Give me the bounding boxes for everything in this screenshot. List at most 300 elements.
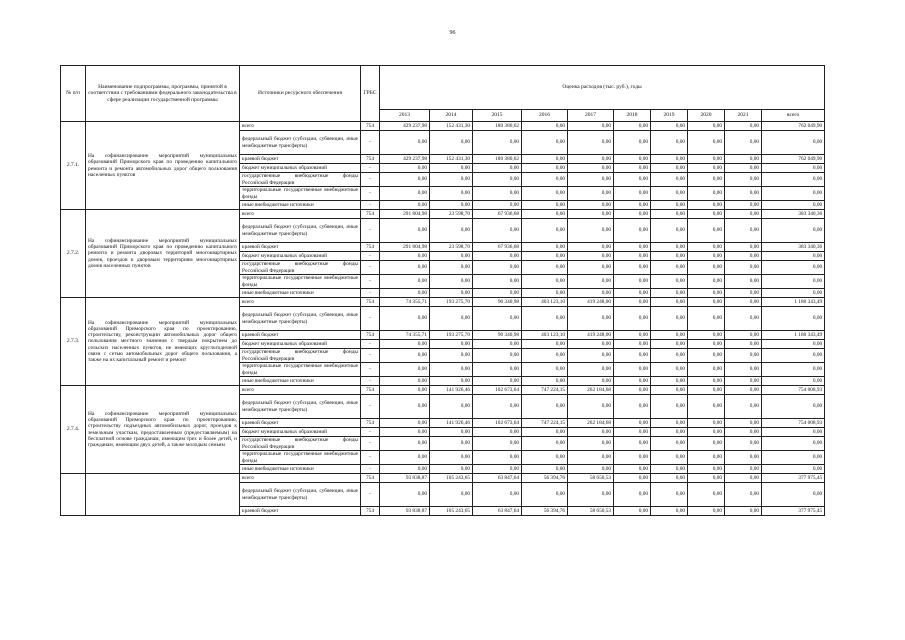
year-value: 0,00	[614, 377, 651, 386]
year-value: 0,00	[614, 261, 651, 275]
year-value: 102 673,64	[473, 386, 522, 395]
year-value: 0,00	[725, 474, 762, 483]
section-code: 2.7.1.	[61, 122, 86, 210]
year-value: 0,00	[688, 377, 725, 386]
year-value: 0,00	[522, 275, 568, 289]
year-value: 0,00	[688, 331, 725, 340]
year-value: 0,00	[651, 122, 688, 131]
year-value: 0,00	[614, 289, 651, 298]
expense-table-body	[61, 122, 825, 516]
total-value: 754 008,93	[762, 386, 825, 395]
funding-source: иные внебюджетные источники	[240, 377, 361, 386]
year-value: 180 380,62	[473, 155, 522, 164]
header-number: № п/п	[61, 66, 86, 122]
total-value: 0,00	[762, 289, 825, 298]
year-value: 63 847,64	[473, 474, 522, 483]
year-value: 0,00	[688, 298, 725, 307]
year-value: 0,00	[473, 437, 522, 451]
year-value: 0,00	[473, 187, 522, 201]
year-value: 105 243,65	[430, 474, 473, 483]
year-value: 23 598,70	[430, 243, 473, 252]
year-value: 0,00	[651, 474, 688, 483]
year-header-3: 2016	[522, 110, 568, 122]
year-value: 0,00	[651, 483, 688, 507]
year-value: 0,00	[473, 261, 522, 275]
year-value: 0,00	[522, 155, 568, 164]
year-value: 0,00	[522, 363, 568, 377]
year-value: 0,00	[725, 437, 762, 451]
year-value: 0,00	[568, 210, 614, 219]
funding-source: всего	[240, 474, 361, 483]
year-value: 0,00	[651, 275, 688, 289]
year-value: 0,00	[651, 201, 688, 210]
funding-source: краевой бюджет	[240, 243, 361, 252]
year-value: 0,00	[688, 465, 725, 474]
year-value: 0,00	[651, 289, 688, 298]
year-value: 0,00	[651, 377, 688, 386]
funding-source: иные внебюджетные источники	[240, 465, 361, 474]
year-value: 63 847,64	[473, 507, 522, 516]
year-value: 0,00	[473, 252, 522, 261]
year-value: 0,00	[651, 386, 688, 395]
year-value: 0,00	[380, 187, 430, 201]
year-value: 0,00	[614, 243, 651, 252]
grbs-code: -	[361, 428, 380, 437]
year-value: 0,00	[380, 349, 430, 363]
funding-source: федеральный бюджет (субсидии, субвенции, иные межбюджетные трансферты)	[240, 483, 361, 507]
year-value: 0,00	[568, 307, 614, 331]
year-value: 74 355,71	[380, 331, 430, 340]
year-value: 0,00	[522, 428, 568, 437]
grbs-code: -	[361, 201, 380, 210]
year-value: 0,00	[614, 386, 651, 395]
header-grbs: ГРБС	[361, 66, 380, 122]
year-value: 0,00	[568, 451, 614, 465]
year-value: 0,00	[522, 465, 568, 474]
year-value: 0,00	[380, 131, 430, 155]
total-value: 0,00	[762, 428, 825, 437]
total-value: 762 049,90	[762, 155, 825, 164]
funding-source: иные внебюджетные источники	[240, 201, 361, 210]
grbs-code: -	[361, 377, 380, 386]
year-value: 0,00	[651, 131, 688, 155]
grbs-code: -	[361, 395, 380, 419]
year-value: 0,00	[522, 187, 568, 201]
year-header-2: 2015	[473, 110, 522, 122]
year-value: 0,00	[688, 507, 725, 516]
total-value: 0,00	[762, 395, 825, 419]
grbs-code: -	[361, 252, 380, 261]
year-value: 193 275,70	[430, 298, 473, 307]
year-value: 0,00	[614, 155, 651, 164]
year-value: 0,00	[614, 307, 651, 331]
year-value: 74 355,71	[380, 298, 430, 307]
year-value: 0,00	[725, 131, 762, 155]
funding-source: краевой бюджет	[240, 507, 361, 516]
total-value: 0,00	[762, 131, 825, 155]
year-value: 0,00	[522, 395, 568, 419]
grbs-code: 754	[361, 122, 380, 131]
grbs-code: -	[361, 465, 380, 474]
section-code	[61, 474, 86, 516]
year-value: 0,00	[725, 155, 762, 164]
year-value: 0,00	[688, 164, 725, 173]
total-value: 383 340,36	[762, 210, 825, 219]
table-row	[61, 474, 825, 483]
year-value: 0,00	[430, 340, 473, 349]
year-value: 0,00	[473, 451, 522, 465]
year-value: 0,00	[614, 363, 651, 377]
year-value: 419 248,00	[568, 331, 614, 340]
funding-source: всего	[240, 298, 361, 307]
year-value: 0,00	[430, 483, 473, 507]
year-value: 0,00	[651, 428, 688, 437]
year-value: 0,00	[651, 261, 688, 275]
year-value: 0,00	[651, 331, 688, 340]
total-value: 0,00	[762, 451, 825, 465]
total-value: 0,00	[762, 307, 825, 331]
year-value: 0,00	[614, 428, 651, 437]
year-value: 0,00	[614, 219, 651, 243]
year-value: 0,00	[522, 340, 568, 349]
year-value: 180 380,62	[473, 122, 522, 131]
year-value: 0,00	[688, 428, 725, 437]
funding-source: краевой бюджет	[240, 331, 361, 340]
year-value: 0,00	[688, 252, 725, 261]
grbs-code: -	[361, 363, 380, 377]
year-value: 0,00	[651, 437, 688, 451]
year-value: 0,00	[430, 377, 473, 386]
year-value: 291 804,98	[380, 243, 430, 252]
year-value: 0,00	[651, 252, 688, 261]
year-value: 58 650,53	[568, 474, 614, 483]
year-value: 0,00	[688, 275, 725, 289]
year-value: 0,00	[522, 349, 568, 363]
year-value: 0,00	[725, 164, 762, 173]
grbs-code: -	[361, 340, 380, 349]
funding-source: краевой бюджет	[240, 155, 361, 164]
total-value: 762 049,90	[762, 122, 825, 131]
year-value: 0,00	[380, 219, 430, 243]
year-value: 0,00	[430, 219, 473, 243]
year-value: 0,00	[522, 210, 568, 219]
year-value: 429 237,98	[380, 122, 430, 131]
year-value: 0,00	[725, 122, 762, 131]
year-value: 0,00	[725, 289, 762, 298]
year-value: 0,00	[568, 289, 614, 298]
year-value: 0,00	[688, 122, 725, 131]
grbs-code: 754	[361, 298, 380, 307]
year-value: 0,00	[725, 187, 762, 201]
year-value: 0,00	[568, 164, 614, 173]
year-value: 0,00	[614, 331, 651, 340]
year-value: 403 123,10	[522, 298, 568, 307]
year-value: 0,00	[688, 395, 725, 419]
year-value: 0,00	[725, 201, 762, 210]
year-value: 0,00	[688, 131, 725, 155]
year-value: 0,00	[614, 483, 651, 507]
year-value: 0,00	[725, 465, 762, 474]
year-value: 0,00	[651, 298, 688, 307]
year-value: 102 673,64	[473, 419, 522, 428]
total-value: 0,00	[762, 219, 825, 243]
expense-table	[60, 65, 825, 516]
total-value: 0,00	[762, 261, 825, 275]
year-value: 0,00	[614, 419, 651, 428]
year-value: 193 275,70	[430, 331, 473, 340]
total-value: 0,00	[762, 187, 825, 201]
year-value: 0,00	[430, 363, 473, 377]
year-value: 0,00	[614, 122, 651, 131]
year-value: 0,00	[522, 307, 568, 331]
year-value: 0,00	[725, 507, 762, 516]
funding-source: федеральный бюджет (субсидии, субвенции, иные межбюджетные трансферты)	[240, 219, 361, 243]
year-value: 0,00	[651, 451, 688, 465]
year-value: 0,00	[725, 363, 762, 377]
year-value: 291 804,98	[380, 210, 430, 219]
year-value: 0,00	[688, 363, 725, 377]
funding-source: территориальные государственные внебюджетные фонды	[240, 363, 361, 377]
year-value: 0,00	[430, 201, 473, 210]
year-value: 0,00	[614, 201, 651, 210]
year-value: 0,00	[430, 349, 473, 363]
grbs-code: -	[361, 437, 380, 451]
year-value: 0,00	[380, 419, 430, 428]
year-value: 0,00	[380, 289, 430, 298]
year-value: 0,00	[688, 474, 725, 483]
grbs-code: 754	[361, 474, 380, 483]
year-value: 0,00	[568, 187, 614, 201]
grbs-code: -	[361, 187, 380, 201]
year-value: 0,00	[651, 210, 688, 219]
year-value: 0,00	[380, 395, 430, 419]
grbs-code: -	[361, 451, 380, 465]
year-value: 90 340,98	[473, 331, 522, 340]
total-value: 0,00	[762, 340, 825, 349]
total-value: 1 180 343,49	[762, 298, 825, 307]
year-value: 0,00	[614, 465, 651, 474]
total-value: 0,00	[762, 363, 825, 377]
year-value: 0,00	[688, 451, 725, 465]
grbs-code: -	[361, 261, 380, 275]
section-code: 2.7.4.	[61, 386, 86, 474]
year-value: 0,00	[725, 340, 762, 349]
year-value: 0,00	[614, 474, 651, 483]
year-value: 0,00	[430, 164, 473, 173]
year-value: 0,00	[651, 243, 688, 252]
funding-source: бюджет муниципальных образований	[240, 340, 361, 349]
year-value: 0,00	[522, 173, 568, 187]
year-value: 0,00	[473, 465, 522, 474]
section-name: На софинансирование мероприятий муниципальных образований Приморского края по проектированию, строительству подъездных автомобильных дорог, проездов к земельным участкам, предоставленным (предоставляемым) на бесплатной основе гражданам, имеющим трех и более детей, и гражданам, имеющим двух детей, а также молодым семьям	[86, 386, 240, 474]
expense-table-wrapper	[60, 65, 824, 516]
year-value: 0,00	[725, 219, 762, 243]
total-value: 0,00	[762, 483, 825, 507]
year-value: 0,00	[473, 349, 522, 363]
funding-source: иные внебюджетные источники	[240, 289, 361, 298]
year-value: 0,00	[688, 173, 725, 187]
year-value: 0,00	[688, 261, 725, 275]
grbs-code: 754	[361, 155, 380, 164]
year-value: 0,00	[473, 363, 522, 377]
year-value: 0,00	[651, 173, 688, 187]
year-value: 0,00	[473, 131, 522, 155]
year-value: 0,00	[614, 275, 651, 289]
funding-source: государственные внебюджетные фонды Российской Федерации	[240, 173, 361, 187]
year-value: 0,00	[568, 428, 614, 437]
total-value: 0,00	[762, 252, 825, 261]
year-value: 0,00	[688, 219, 725, 243]
total-value: 383 340,36	[762, 243, 825, 252]
year-value: 56 394,76	[522, 507, 568, 516]
year-value: 0,00	[568, 122, 614, 131]
funding-source: территориальные государственные внебюджетные фонды	[240, 275, 361, 289]
grbs-code: -	[361, 219, 380, 243]
section-name: На софинансирование мероприятий муниципальных образований Приморского края по проведению капитального ремонта и ремонта автомобильных дорог общего пользования населенных пунктов	[86, 122, 240, 210]
year-value: 0,00	[473, 275, 522, 289]
grbs-code: 754	[361, 386, 380, 395]
year-value: 0,00	[614, 340, 651, 349]
year-value: 0,00	[568, 155, 614, 164]
year-value: 0,00	[380, 363, 430, 377]
year-value: 0,00	[473, 428, 522, 437]
year-value: 0,00	[725, 419, 762, 428]
year-value: 0,00	[430, 451, 473, 465]
year-value: 67 936,68	[473, 210, 522, 219]
year-value: 0,00	[522, 243, 568, 252]
grbs-code: 754	[361, 419, 380, 428]
year-value: 0,00	[651, 219, 688, 243]
page-number: 96	[449, 30, 456, 36]
year-value: 0,00	[651, 155, 688, 164]
section-name	[86, 474, 240, 516]
year-value: 0,00	[651, 307, 688, 331]
year-value: 0,00	[651, 419, 688, 428]
year-value: 0,00	[614, 395, 651, 419]
grbs-code: -	[361, 349, 380, 363]
year-value: 0,00	[725, 377, 762, 386]
total-value: 754 008,93	[762, 419, 825, 428]
year-value: 0,00	[380, 164, 430, 173]
year-value: 0,00	[614, 210, 651, 219]
table-row	[61, 210, 825, 219]
year-value: 0,00	[614, 187, 651, 201]
year-value: 0,00	[522, 122, 568, 131]
year-value: 0,00	[430, 437, 473, 451]
year-value: 0,00	[725, 298, 762, 307]
year-value: 0,00	[430, 275, 473, 289]
year-value: 0,00	[688, 289, 725, 298]
year-value: 0,00	[568, 363, 614, 377]
year-header-9: всего	[762, 110, 825, 122]
year-value: 141 926,46	[430, 386, 473, 395]
funding-source: федеральный бюджет (субсидии, субвенции, иные межбюджетные трансферты)	[240, 131, 361, 155]
year-value: 0,00	[380, 451, 430, 465]
year-value: 0,00	[614, 164, 651, 173]
year-value: 90 340,98	[473, 298, 522, 307]
year-value: 0,00	[568, 377, 614, 386]
year-value: 0,00	[473, 219, 522, 243]
year-value: 0,00	[614, 173, 651, 187]
year-value: 0,00	[725, 451, 762, 465]
header-estimate: Оценка расходов (тыс. руб.), годы	[380, 66, 825, 110]
total-value: 1 180 343,49	[762, 331, 825, 340]
year-value: 0,00	[522, 437, 568, 451]
year-value: 0,00	[651, 349, 688, 363]
year-value: 0,00	[651, 187, 688, 201]
year-value: 0,00	[614, 349, 651, 363]
total-value: 0,00	[762, 465, 825, 474]
year-value: 0,00	[522, 219, 568, 243]
year-value: 23 598,70	[430, 210, 473, 219]
year-value: 141 926,46	[430, 419, 473, 428]
section-code: 2.7.3.	[61, 298, 86, 386]
year-value: 0,00	[651, 507, 688, 516]
year-value: 67 936,68	[473, 243, 522, 252]
year-value: 0,00	[430, 173, 473, 187]
year-value: 0,00	[725, 261, 762, 275]
year-value: 0,00	[568, 340, 614, 349]
year-value: 747 224,15	[522, 386, 568, 395]
year-header-6: 2019	[651, 110, 688, 122]
grbs-code: -	[361, 164, 380, 173]
year-value: 0,00	[380, 377, 430, 386]
year-value: 0,00	[568, 219, 614, 243]
table-row	[61, 122, 825, 131]
total-value: 0,00	[762, 437, 825, 451]
year-value: 0,00	[725, 386, 762, 395]
grbs-code: 754	[361, 210, 380, 219]
year-value: 0,00	[430, 428, 473, 437]
total-value: 377 975,45	[762, 474, 825, 483]
total-value: 377 975,45	[762, 507, 825, 516]
funding-source: бюджет муниципальных образований	[240, 428, 361, 437]
funding-source: государственные внебюджетные фонды Российской Федерации	[240, 437, 361, 451]
year-value: 0,00	[568, 261, 614, 275]
year-value: 0,00	[473, 201, 522, 210]
funding-source: всего	[240, 122, 361, 131]
year-value: 0,00	[568, 437, 614, 451]
year-header-8: 2021	[725, 110, 762, 122]
year-header-5: 2018	[614, 110, 651, 122]
section-name: На софинансирование мероприятий муниципальных образований Приморского края по проектированию, строительству, реконструкции автомобильных дорог общего пользования местного значения с твердым покрытием до сельских населенных пунктов, не имеющих круглогодичной связи с сетью автомобильных дорог общего пользования, а также на их капитальный ремонт и ремонт	[86, 298, 240, 386]
grbs-code: 754	[361, 243, 380, 252]
year-value: 0,00	[380, 201, 430, 210]
grbs-code: -	[361, 483, 380, 507]
year-value: 0,00	[522, 483, 568, 507]
grbs-code: -	[361, 173, 380, 187]
year-value: 0,00	[725, 349, 762, 363]
total-value: 0,00	[762, 173, 825, 187]
year-value: 0,00	[380, 483, 430, 507]
year-value: 0,00	[522, 289, 568, 298]
year-value: 0,00	[380, 307, 430, 331]
total-value: 0,00	[762, 275, 825, 289]
year-value: 0,00	[725, 210, 762, 219]
year-value: 0,00	[473, 307, 522, 331]
year-value: 56 394,76	[522, 474, 568, 483]
grbs-code: -	[361, 307, 380, 331]
funding-source: территориальные государственные внебюджетные фонды	[240, 451, 361, 465]
total-value: 0,00	[762, 377, 825, 386]
year-header-1: 2014	[430, 110, 473, 122]
year-value: 0,00	[522, 261, 568, 275]
year-value: 0,00	[473, 395, 522, 419]
year-value: 0,00	[380, 428, 430, 437]
funding-source: территориальные государственные внебюджетные фонды	[240, 187, 361, 201]
year-value: 0,00	[430, 187, 473, 201]
year-value: 0,00	[725, 428, 762, 437]
